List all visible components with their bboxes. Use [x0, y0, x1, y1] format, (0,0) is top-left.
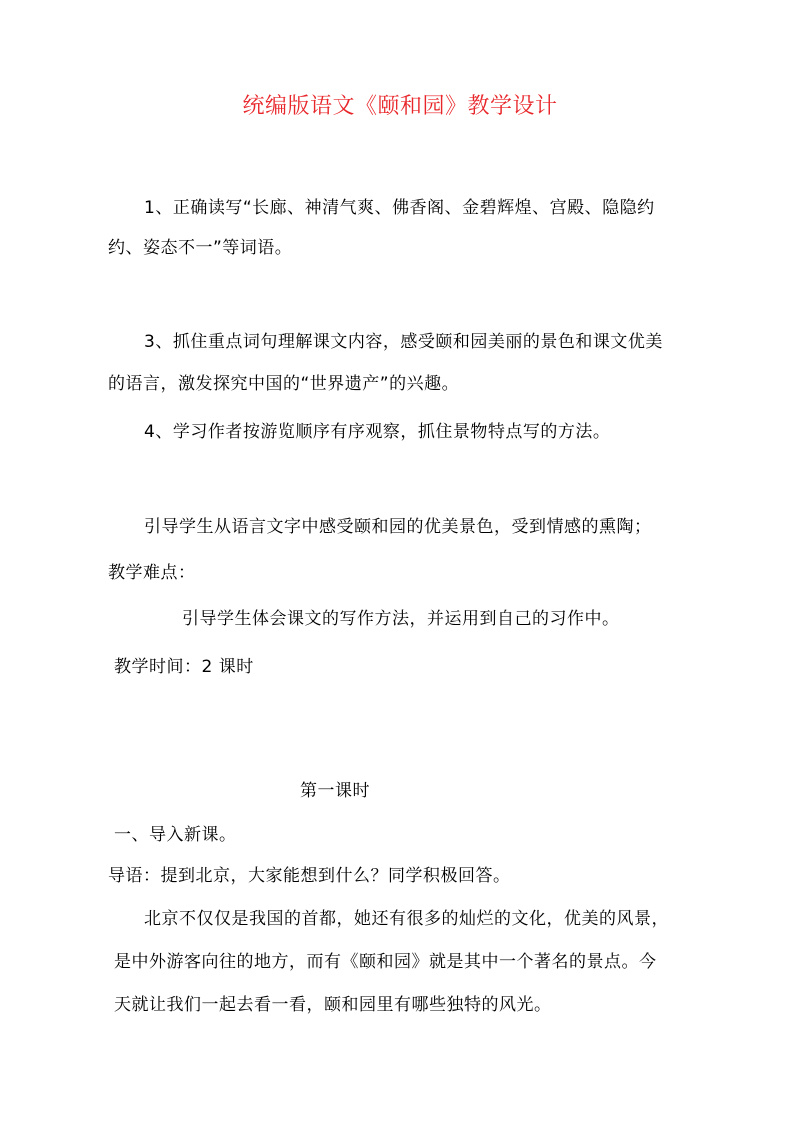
- paragraph-line-1: 北京不仅仅是我国的首都，她还有很多的灿烂的文化，优美的风景，: [144, 909, 669, 929]
- difficulty-label: 教学难点：: [108, 563, 196, 583]
- key-point-text: 引导学生从语言文字中感受颐和园的优美景色，受到情感的熏陶；: [144, 517, 652, 537]
- paragraph-line-3: 天就让我们一起去看一看，颐和园里有哪些独特的风光。: [114, 995, 552, 1015]
- section-1-heading: 一、导入新课。: [114, 825, 237, 845]
- objective-4: 4、学习作者按游览顺序有序观察，抓住景物特点写的方法。: [144, 422, 611, 442]
- intro-text: 导语：提到北京，大家能想到什么？同学积极回答。: [108, 866, 511, 886]
- objective-3-line-1: 3、抓住重点词句理解课文内容，感受颐和园美丽的景色和课文优美: [144, 332, 663, 352]
- objective-1-line-1: 1、正确读写“长廊、神清气爽、佛香阁、金碧辉煌、宫殿、隐隐约: [144, 198, 655, 218]
- lesson-title: 第一课时: [300, 781, 370, 801]
- teaching-time: 教学时间：2 课时: [114, 657, 254, 677]
- document-title: 统编版语文《颐和园》教学设计: [242, 94, 558, 119]
- objective-3-line-2: 的语言，激发探究中国的“世界遗产”的兴趣。: [108, 374, 460, 394]
- paragraph-line-2: 是中外游客向往的地方，而有《颐和园》就是其中一个著名的景点。今: [114, 952, 657, 972]
- objective-1-line-2: 约、姿态不一”等词语。: [108, 238, 293, 258]
- difficulty-text: 引导学生体会课文的写作方法，并运用到自己的习作中。: [182, 609, 620, 629]
